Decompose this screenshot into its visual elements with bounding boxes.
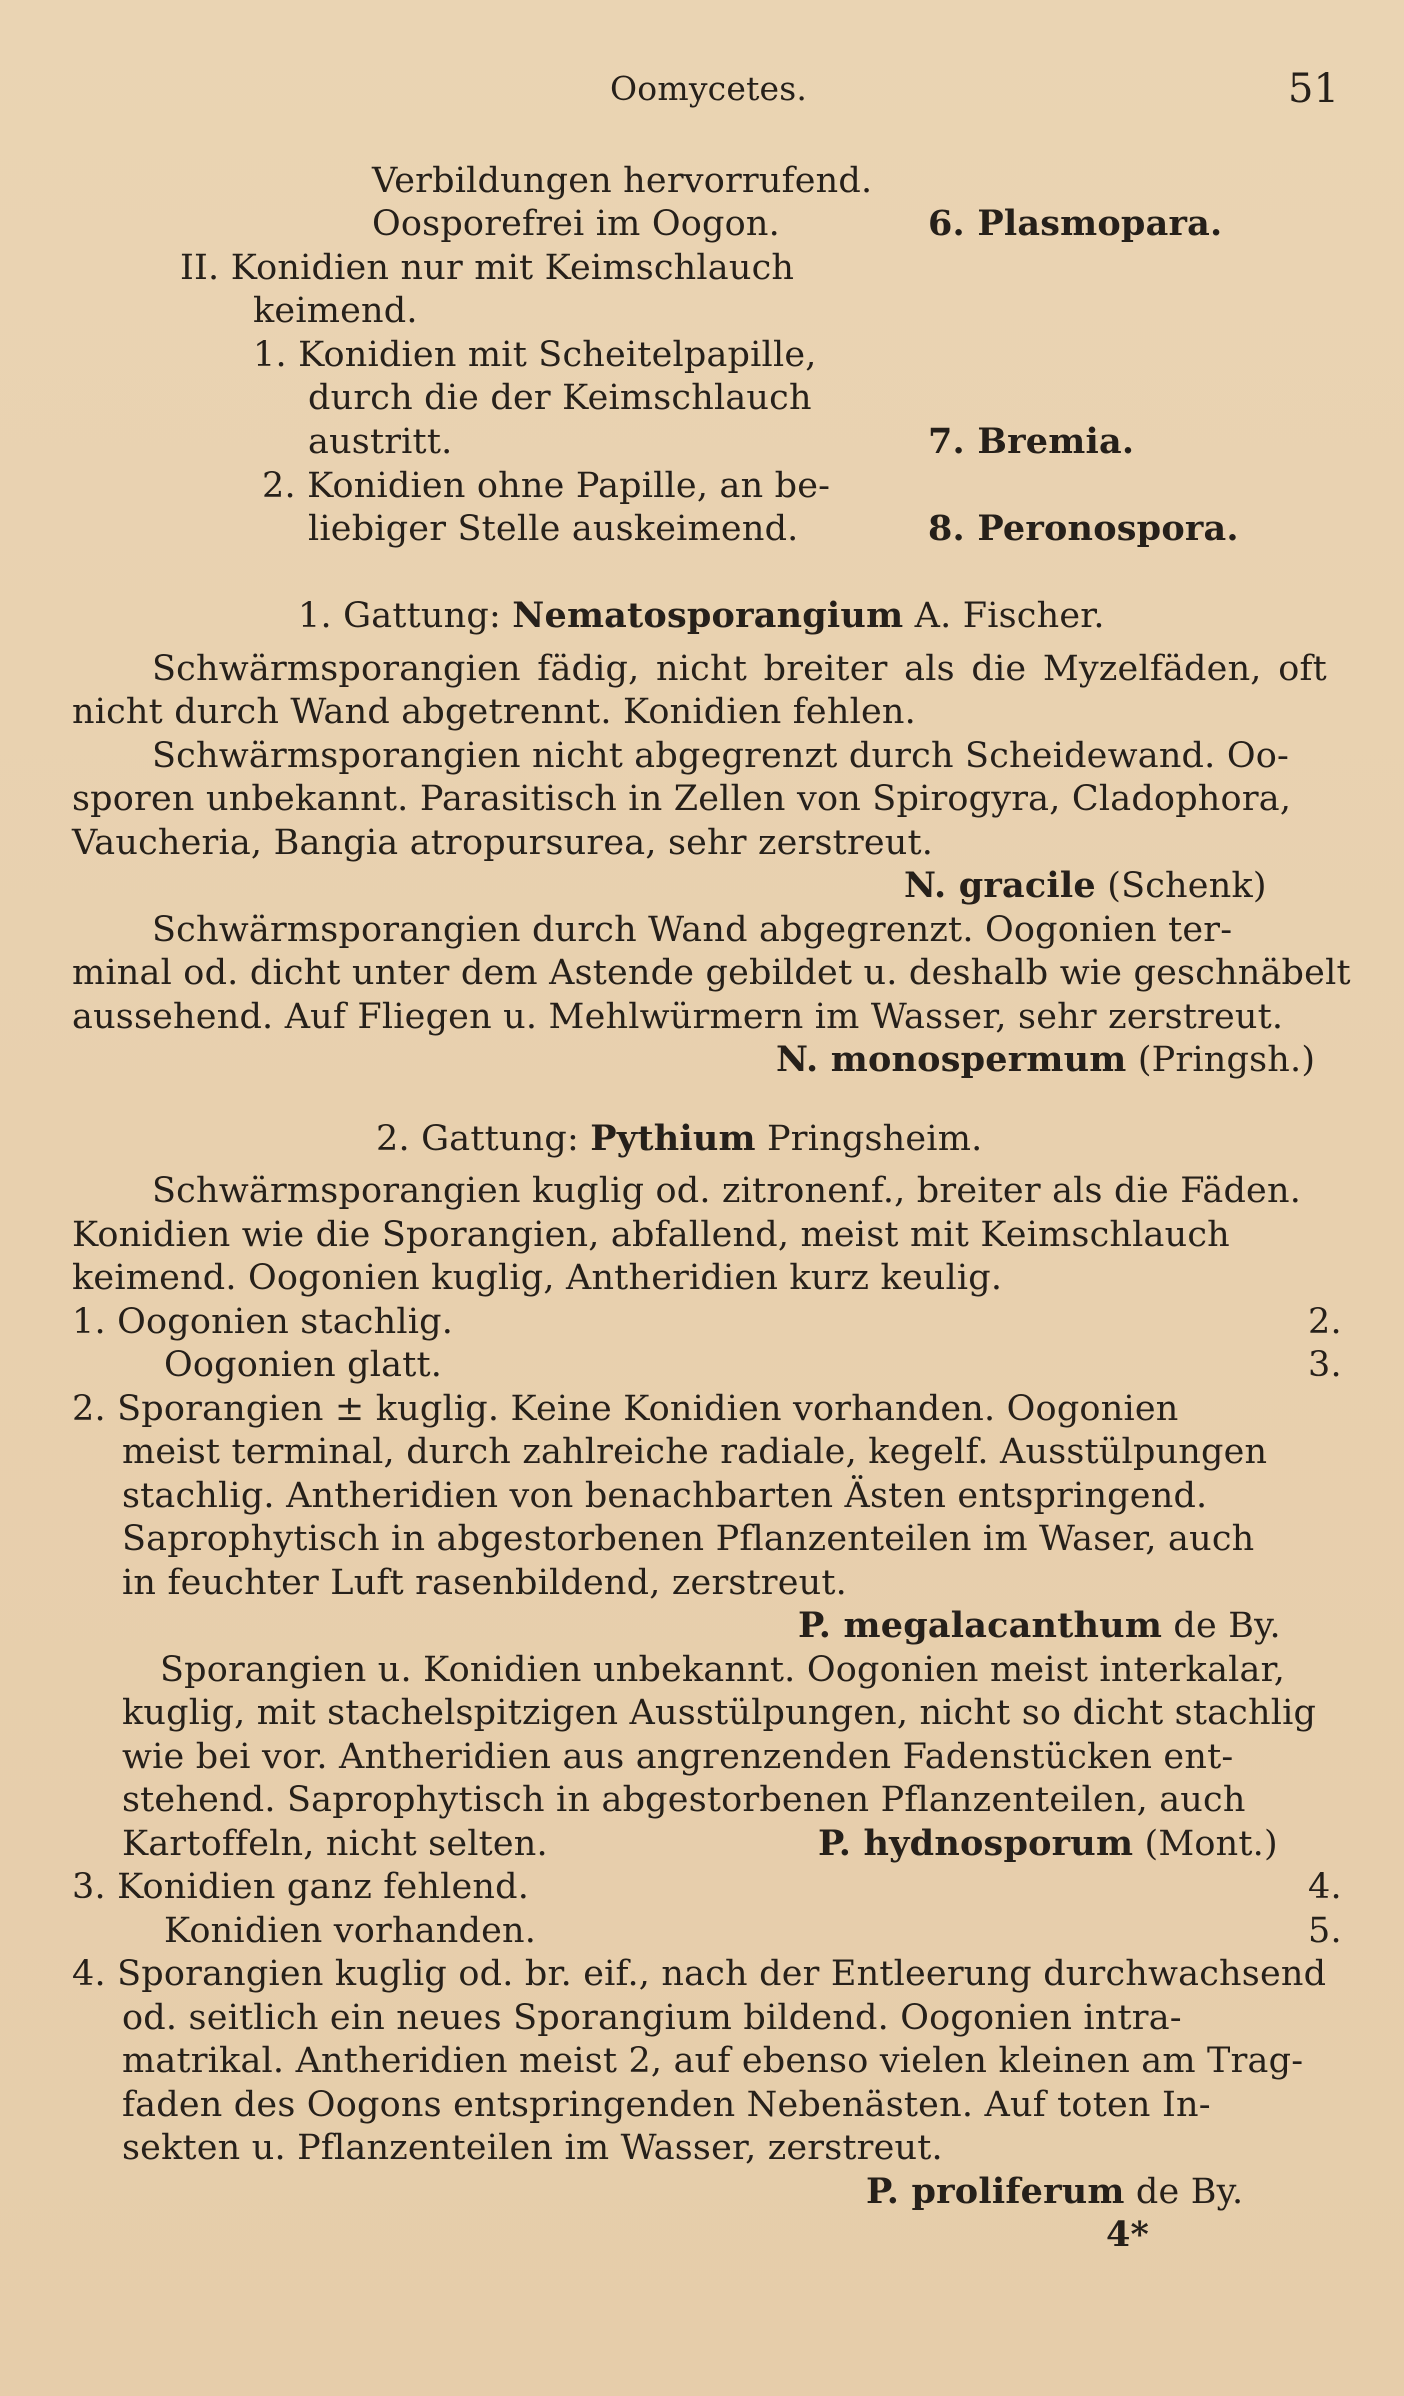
key-line: kuglig, mit stachelspitzigen Ausstülpungen, nicht so dicht stachlig bbox=[122, 1693, 1317, 1733]
key-line: Konidien vorhanden. bbox=[164, 1911, 537, 1951]
species-name: P. megalacanthum bbox=[798, 1605, 1163, 1646]
key-line: meist terminal, durch zahlreiche radiale, kegelf. Ausstülpungen bbox=[122, 1432, 1268, 1472]
species-line bbox=[904, 865, 1267, 907]
genus-prefix: 1. Gattung: bbox=[298, 596, 513, 636]
key-line: 1. Oogonien stachlig. bbox=[72, 1302, 454, 1342]
word: die bbox=[971, 649, 1027, 689]
key-line: faden des Oogons entspringenden Nebenästen. Auf toten In- bbox=[122, 2085, 1211, 2125]
body-line: Schwärmsporangien kuglig od. zitronenf., breiter als die Fäden. bbox=[152, 1171, 1302, 1211]
word: Myzelfäden, bbox=[1042, 649, 1262, 689]
body-line: Konidien wie die Sporangien, abfallend, meist mit Keimschlauch bbox=[72, 1215, 1230, 1255]
body-line: sporen unbekannt. Parasitisch in Zellen von Spirogyra, Cladophora, bbox=[72, 779, 1292, 819]
page-number: 51 bbox=[1288, 66, 1340, 112]
key-line: 1. Konidien mit Scheitelpapille, bbox=[253, 335, 817, 375]
key-line: Oogonien glatt. bbox=[164, 1345, 443, 1385]
species-author: de By. bbox=[1162, 1606, 1281, 1646]
key-line: II. Konidien nur mit Keimschlauch bbox=[180, 248, 795, 288]
genus-author: Pringsheim. bbox=[755, 1119, 983, 1159]
species-author: (Mont.) bbox=[1133, 1824, 1278, 1864]
key-line: 4. Sporangien kuglig od. br. eif., nach der Entleerung durchwachsend bbox=[72, 1954, 1327, 1994]
species-author: (Schenk) bbox=[1095, 866, 1267, 906]
species-line bbox=[818, 1823, 1278, 1865]
species-line bbox=[776, 1039, 1315, 1081]
key-line: 2. Sporangien ± kuglig. Keine Konidien vorhanden. Oogonien bbox=[72, 1389, 1179, 1429]
key-taxon: 8. Peronospora. bbox=[928, 508, 1239, 549]
key-line: stachlig. Antheridien von benachbarten Ästen entspringend. bbox=[122, 1476, 1208, 1516]
key-line: Kartoffeln, nicht selten. bbox=[122, 1824, 548, 1864]
word: fädig, bbox=[537, 649, 640, 689]
word: nicht bbox=[656, 649, 747, 689]
word: oft bbox=[1278, 649, 1327, 689]
key-taxon: 6. Plasmopara. bbox=[928, 203, 1223, 244]
body-line: nicht durch Wand abgetrennt. Konidien fehlen. bbox=[72, 692, 916, 732]
word: Schwärmsporangien bbox=[152, 649, 521, 689]
key-line: austritt. bbox=[308, 422, 453, 462]
key-line: keimend. bbox=[253, 291, 418, 331]
genus-prefix: 2. Gattung: bbox=[376, 1119, 591, 1159]
key-line: od. seitlich ein neues Sporangium bildend. Oogonien intra- bbox=[122, 1998, 1182, 2038]
key-line: sekten u. Pflanzenteilen im Wasser, zerstreut. bbox=[122, 2128, 943, 2168]
key-line: 2. Konidien ohne Papille, an be- bbox=[262, 466, 831, 506]
key-line: wie bei vor. Antheridien aus angrenzenden Fadenstücken ent- bbox=[122, 1737, 1234, 1777]
species-name: P. proliferum bbox=[866, 2171, 1125, 2212]
key-line: liebiger Stelle auskeimend. bbox=[308, 509, 799, 549]
key-line: 3. Konidien ganz fehlend. bbox=[72, 1867, 530, 1907]
body-line: keimend. Oogonien kuglig, Antheridien kurz keulig. bbox=[72, 1258, 1003, 1298]
key-line: Verbildungen hervorrufend. bbox=[372, 161, 873, 201]
body-line bbox=[152, 648, 1327, 690]
word: breiter bbox=[763, 649, 888, 689]
body-line: aussehend. Auf Fliegen u. Mehlwürmern im Wasser, sehr zerstreut. bbox=[72, 997, 1284, 1037]
key-line: in feuchter Luft rasenbildend, zerstreut. bbox=[122, 1563, 847, 1603]
key-line: matrikal. Antheridien meist 2, auf ebenso vielen kleinen am Trag- bbox=[122, 2041, 1304, 2081]
species-line bbox=[866, 2171, 1243, 2213]
signature-mark: 4* bbox=[1106, 2214, 1150, 2255]
species-name: N. gracile bbox=[904, 865, 1096, 906]
body-line: minal od. dicht unter dem Astende gebildet u. deshalb wie geschnäbelt bbox=[72, 953, 1351, 993]
key-line: Saprophytisch in abgestorbenen Pflanzenteilen im Waser, auch bbox=[122, 1519, 1255, 1559]
word: als bbox=[904, 649, 955, 689]
body-line: Vaucheria, Bangia atropursurea, sehr zerstreut. bbox=[72, 823, 934, 863]
running-head: Oomycetes. bbox=[610, 69, 808, 108]
species-author: de By. bbox=[1124, 2172, 1244, 2212]
key-ref: 5. bbox=[1308, 1911, 1342, 1951]
key-line: stehend. Saprophytisch in abgestorbenen Pflanzenteilen, auch bbox=[122, 1780, 1246, 1820]
key-taxon: 7. Bremia. bbox=[928, 421, 1135, 462]
body-line: Schwärmsporangien durch Wand abgegrenzt. Oogonien ter- bbox=[152, 910, 1233, 950]
key-line: durch die der Keimschlauch bbox=[308, 378, 812, 418]
species-author: (Pringsh.) bbox=[1126, 1040, 1316, 1080]
genus-heading bbox=[298, 595, 1105, 637]
key-ref: 2. bbox=[1308, 1302, 1342, 1342]
species-name: N. monospermum bbox=[776, 1039, 1127, 1080]
key-ref: 4. bbox=[1308, 1867, 1342, 1907]
genus-name: Pythium bbox=[590, 1118, 756, 1159]
genus-heading bbox=[376, 1118, 982, 1160]
species-name: P. hydnosporum bbox=[818, 1823, 1134, 1864]
body-line: Schwärmsporangien nicht abgegrenzt durch Scheidewand. Oo- bbox=[152, 736, 1290, 776]
key-line: Oosporefrei im Oogon. bbox=[372, 204, 780, 244]
key-ref: 3. bbox=[1308, 1345, 1342, 1385]
genus-name: Nematosporangium bbox=[512, 595, 904, 636]
key-line: Sporangien u. Konidien unbekannt. Oogonien meist interkalar, bbox=[160, 1650, 1286, 1690]
genus-author: A. Fischer. bbox=[903, 596, 1105, 636]
species-line bbox=[798, 1605, 1281, 1647]
